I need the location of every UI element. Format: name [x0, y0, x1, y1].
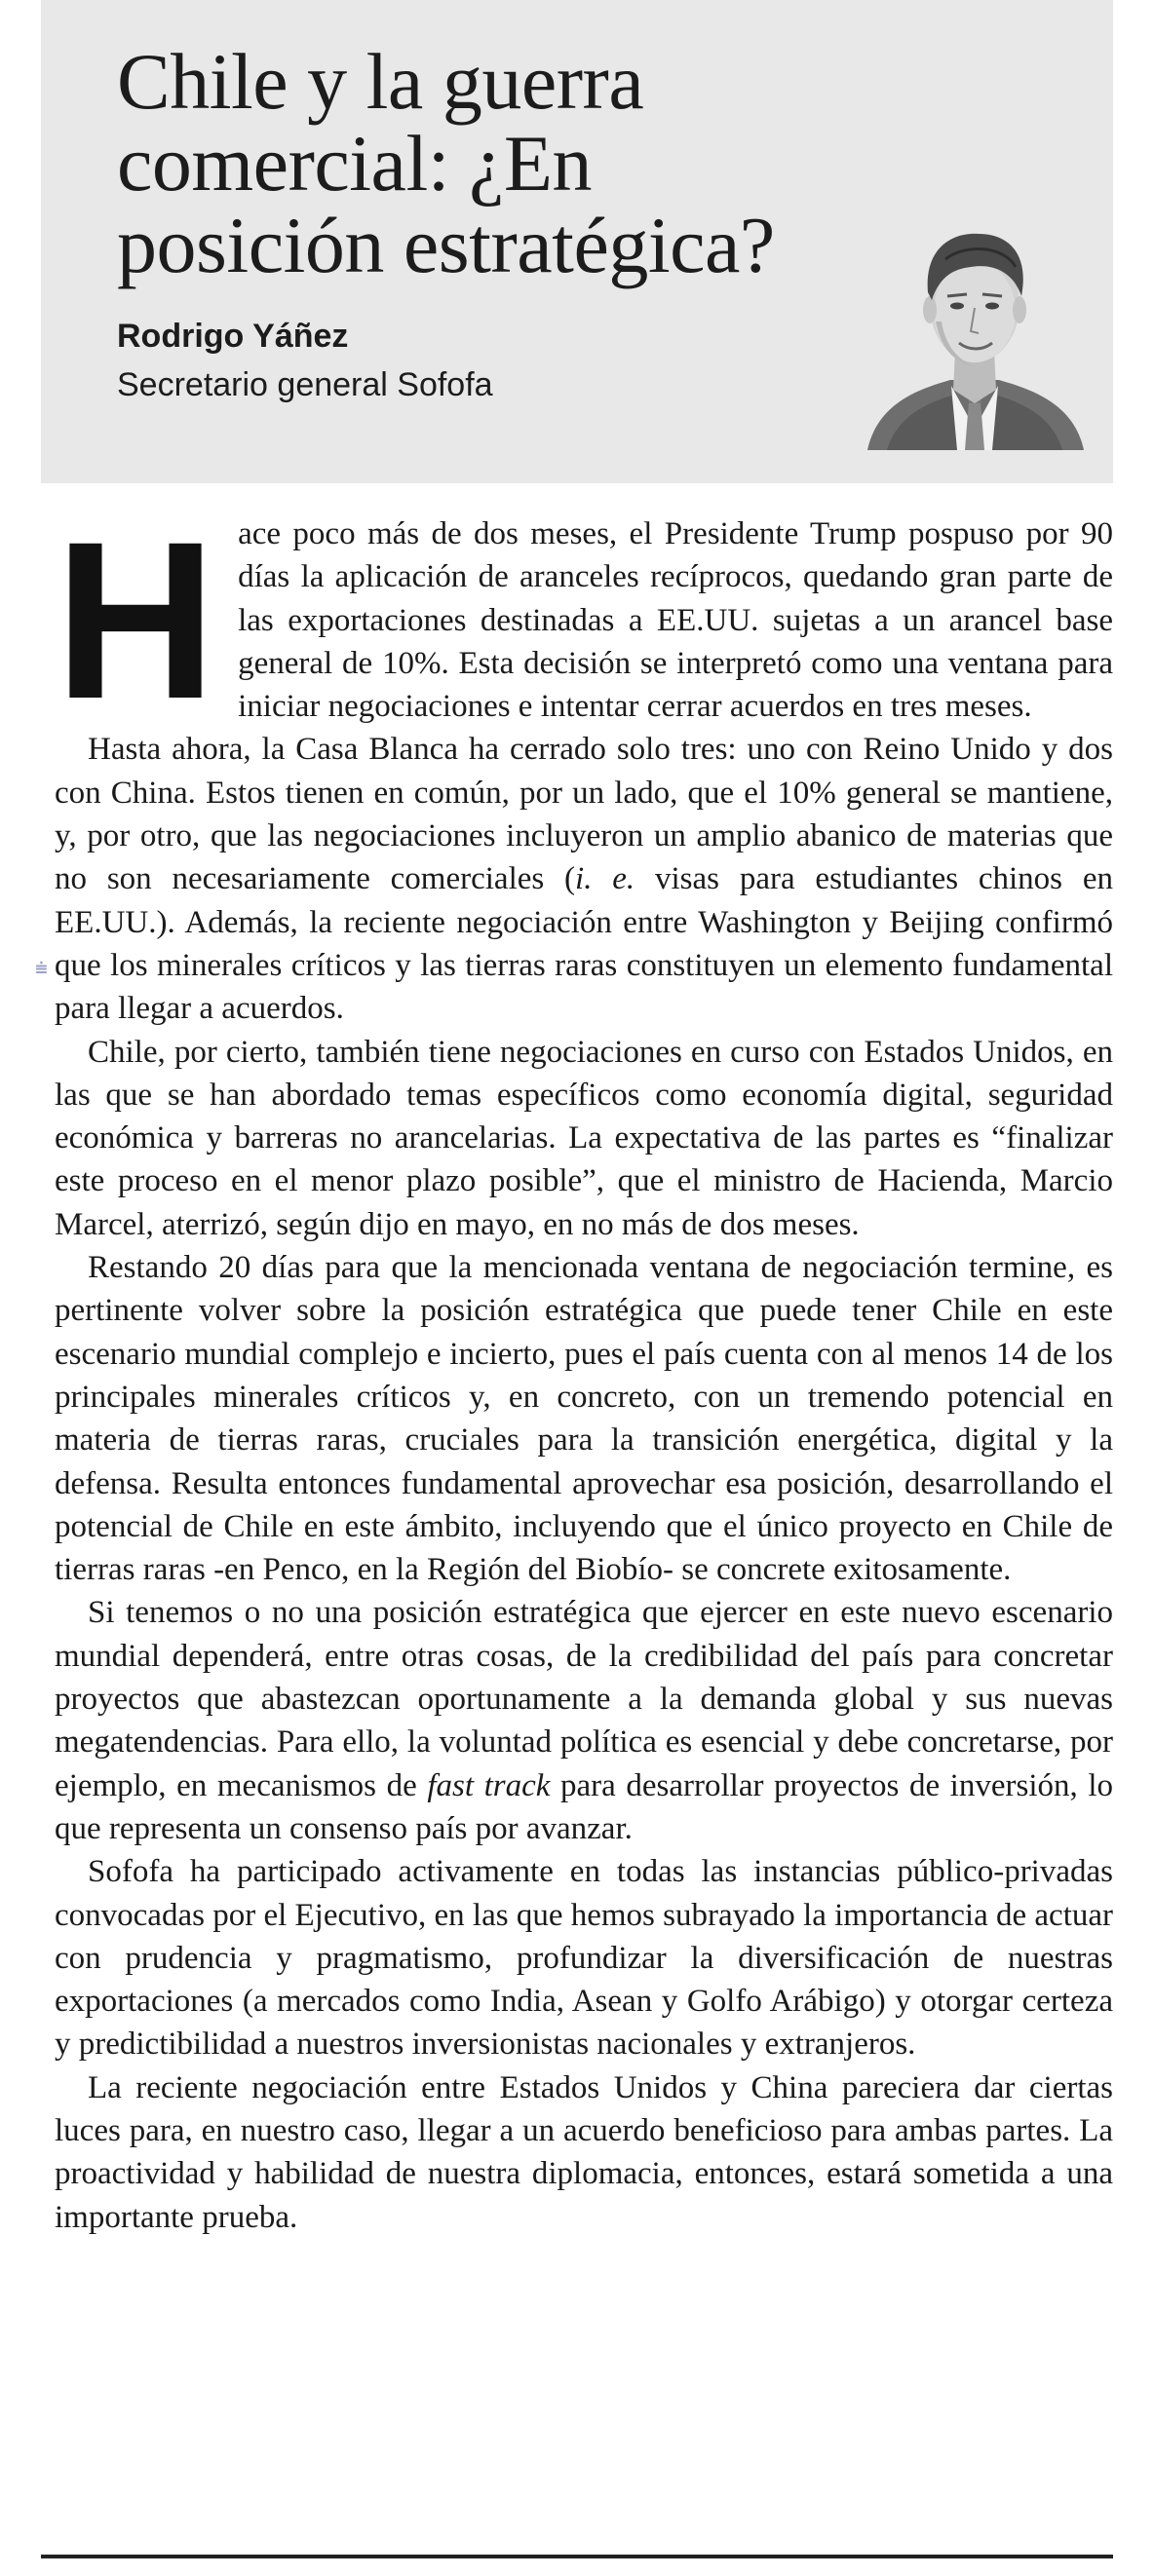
- headline: Chile y la guerra comercial: ¿En posición estratégica?: [117, 37, 775, 289]
- author-portrait-icon: [858, 195, 1092, 450]
- paragraph-6: Sofofa ha participado activamente en todas las instancias público-privadas convocadas por el Ejecutivo, en las que hemos subrayado la importancia de actuar con prudencia y pragmatismo, profundizar la diversificación de nuestras exportaciones (a mercados como India, Asean y Golfo Arábigo) y otorgar certeza y predictibilidad a nuestros inversionistas nacionales y extranjeros.: [55, 1854, 1113, 2063]
- paragraph-4: Restando 20 días para que la mencionada ventana de negociación termine, es pertinente volver sobre la posición estratégica que puede tener Chile en este escenario mundial complejo e incierto, pues el país cuenta con al menos 14 de los principales minerales críticos y, en concreto, con un tremendo potencial en materia de tierras raras, cruciales para la transición energética, digital y la defensa. Resulta entonces fundamental aprovechar esa posición, desarrollando el potencial de Chile en este ámbito, incluyendo que el único proyecto en Chile de tierras raras -en Penco, en la Región del Biobío- se concrete exitosamente.: [55, 1250, 1113, 1588]
- paragraph-7: La reciente negociación entre Estados Unidos y China pareciera dar ciertas luces para, en nuestro caso, llegar a un acuerdo beneficioso para ambas partes. La proactividad y habilidad de nuestra diplomacia, entonces, estará sometida a una importante prueba.: [55, 2069, 1113, 2235]
- paragraph-3: Chile, por cierto, también tiene negociaciones en curso con Estados Unidos, en las que se han abordado temas específicos como economía digital, seguridad económica y barreras no arancelarias. La expectativa de las partes es “finalizar este proceso en el menor plazo posible”, que el ministro de Hacienda, Marcio Marcel, aterrizó, según dijo en mayo, en no más de dos meses.: [55, 1034, 1113, 1242]
- bottom-divider: [41, 2555, 1113, 2558]
- paragraph-5: Si tenemos o no una posición estratégica que ejercer en este nuevo escenario mundial dependerá, entre otras cosas, de la credibilidad del país para concretar proyectos que abastezcan oportunamente a la demanda global y sus nuevas megatendencias. Para ello, la voluntad política es esencial y debe concretarse, por ejemplo, en mecanismos de fast track para desarrollar proyectos de inversión, lo que representa un consenso país por avanzar.: [55, 1595, 1114, 1846]
- author-name: Rodrigo Yáñez: [117, 318, 349, 355]
- paragraph-2: Hasta ahora, la Casa Blanca ha cerrado solo tres: uno con Reino Unido y dos con China. Estos tienen en común, por un lado, que el 10% general se mantiene, y, por otro, que las negociaciones incluyeron un amplio abanico de materias que no son necesariamente comerciales (i. e. visas para estudiantes chinos en EE.UU.). Además, la reciente negociación entre Washington y Beijing confirmó que los minerales críticos y las tierras raras constituyen un elemento fundamental para llegar a acuerdos.: [55, 732, 1113, 1027]
- article-body: [55, 495, 1114, 2239]
- author-role: Secretario general Sofofa: [117, 366, 493, 403]
- article-header: [41, 0, 1113, 483]
- paragraph-1: Hace poco más de dos meses, el Presidente Trump pospuso por 90 días la aplicación de aranceles recíprocos, quedando gran parte de las exportaciones destinadas a EE.UU. sujetas a un arancel base general de 10%. Esta decisión se interpretó como una ventana para iniciar negociaciones e intentar cerrar acuerdos en tres meses.: [55, 495, 1113, 745]
- drop-cap: H: [55, 495, 217, 745]
- margin-note-icon[interactable]: ⩧: [35, 957, 48, 981]
